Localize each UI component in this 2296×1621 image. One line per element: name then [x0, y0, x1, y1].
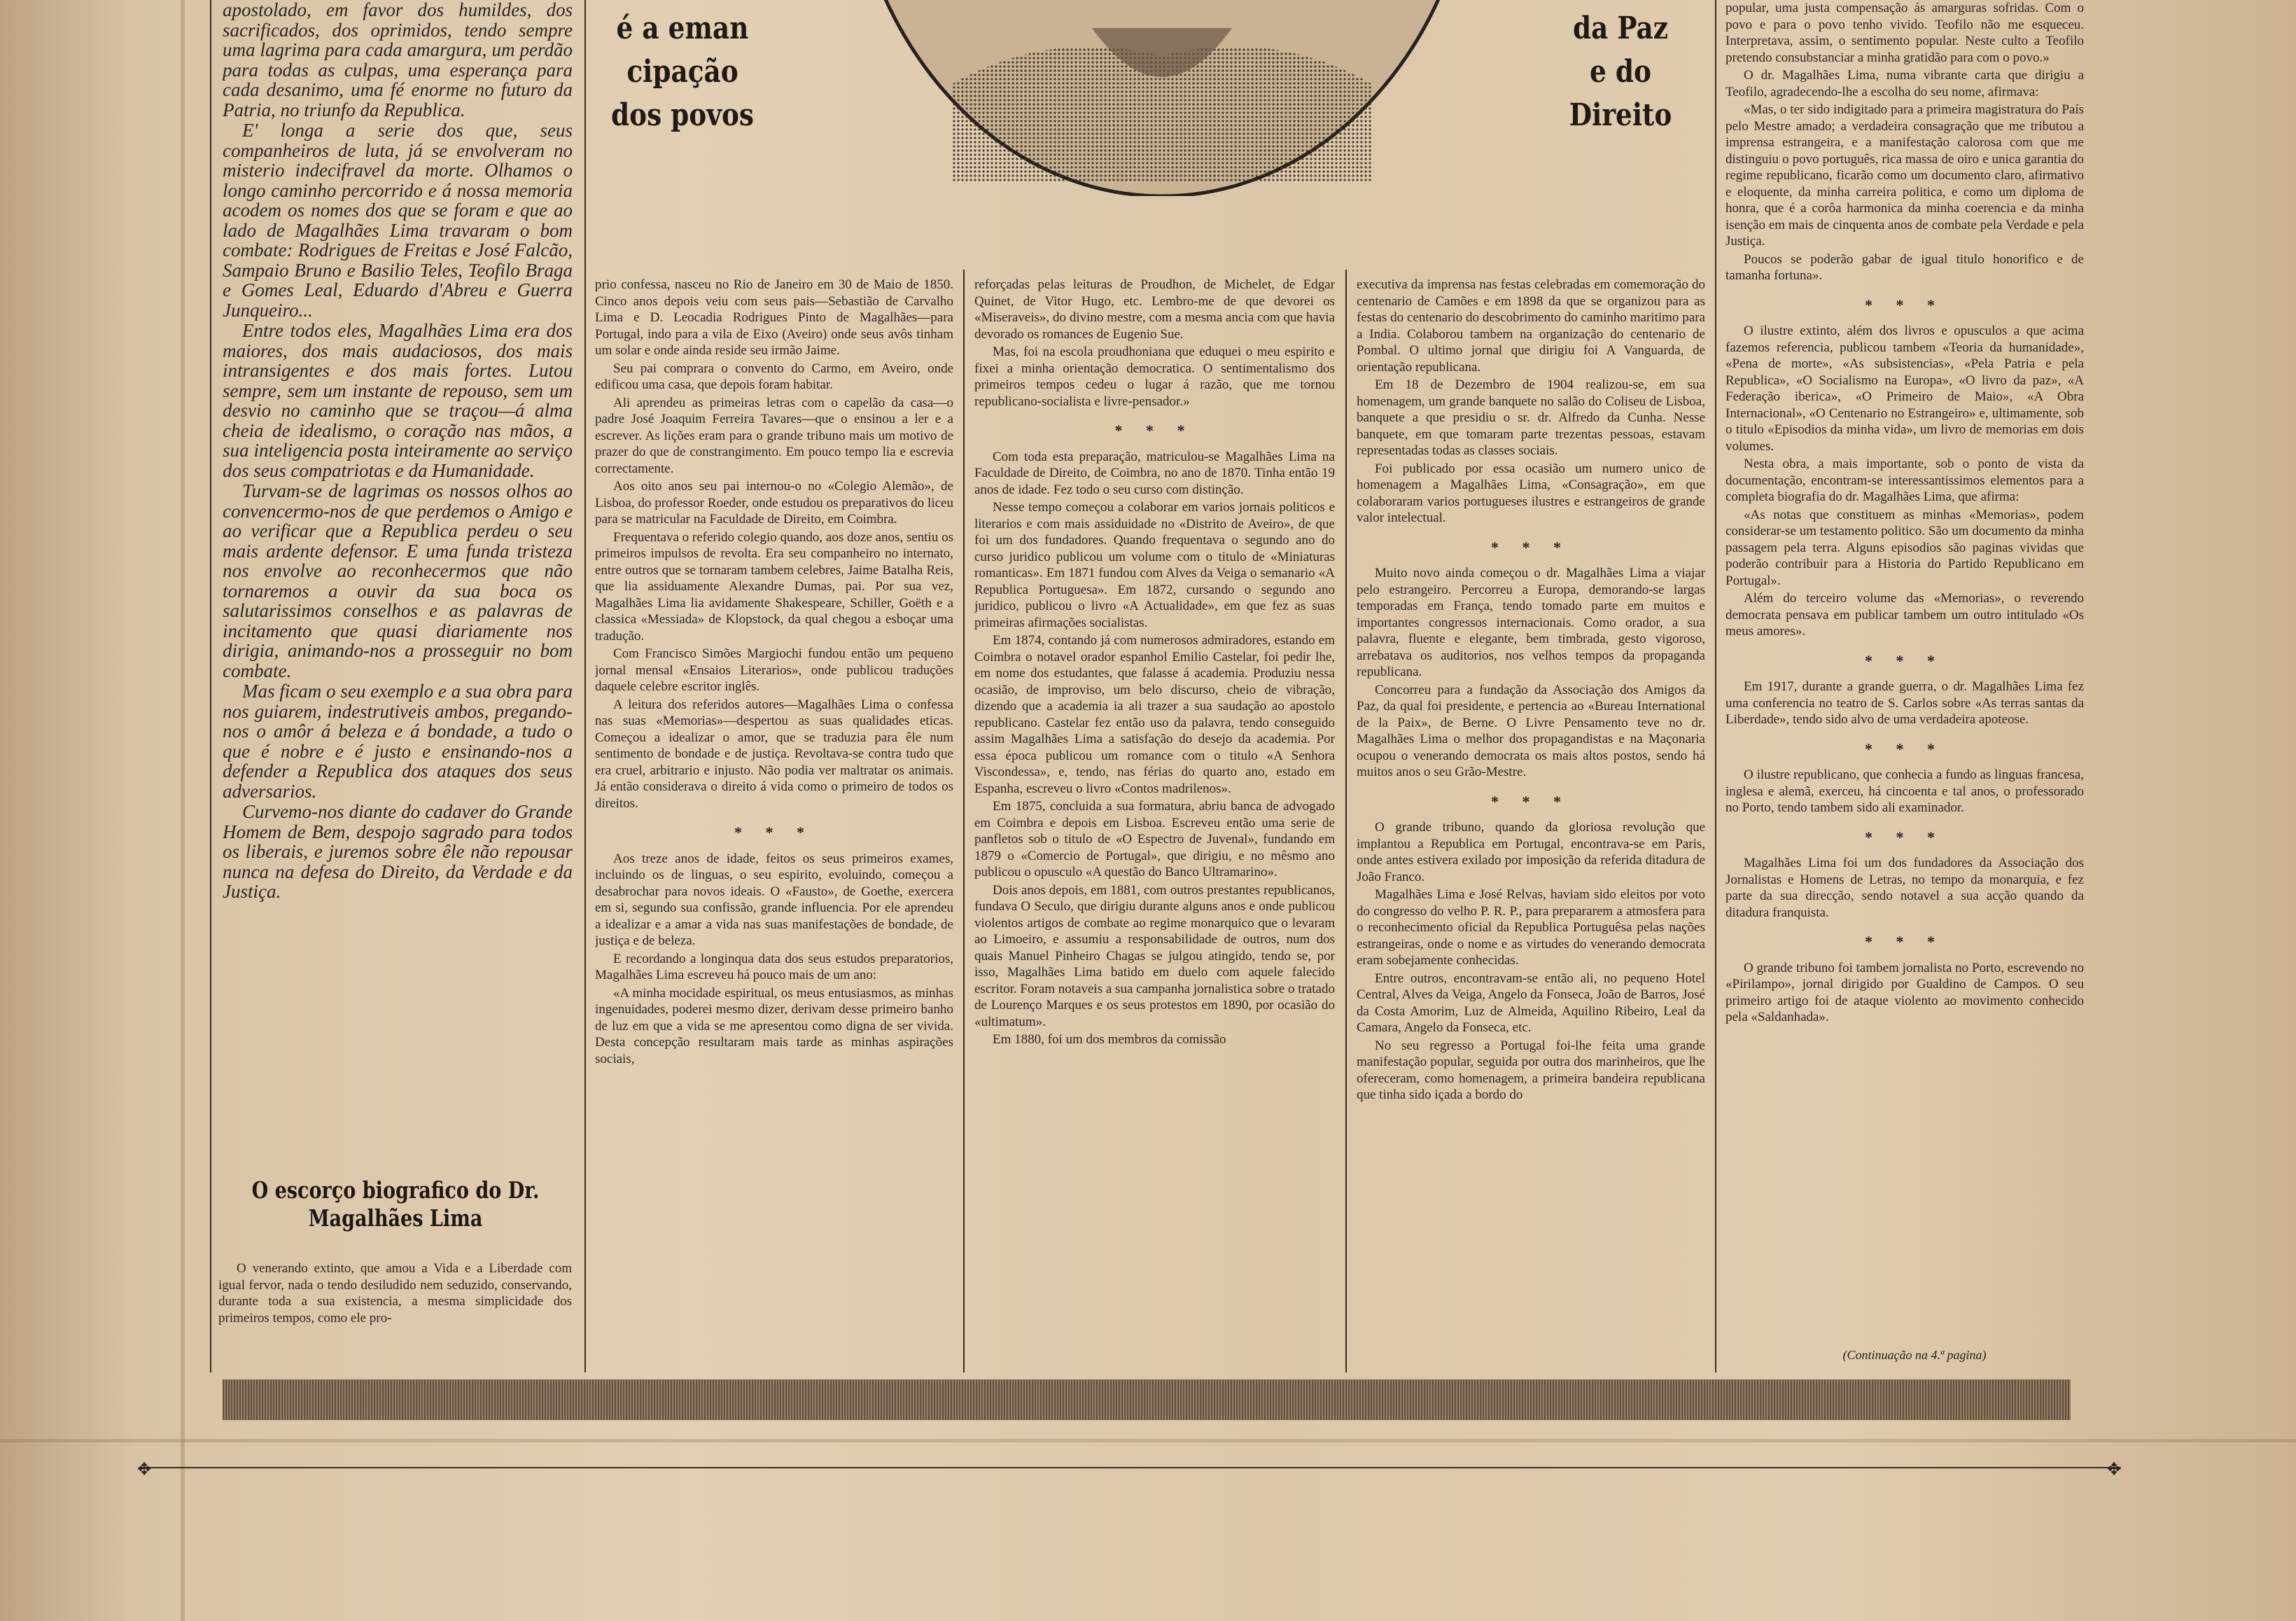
paragraph: «As notas que constituem as minhas «Memorias», podem considerar-se um testamento politico. São um documento da minha passagem pela terra. Alguns episodios são paginas vividas que poderão contribuir para a Historia do Partido Republicano em Portugal». [1726, 507, 2084, 588]
headline-left-line: é a eman [616, 11, 749, 46]
paragraph: Aos oito anos seu pai internou-o no «Colegio Alemão», de Lisboa, do professor Roeder, onde estudou os preparativos do liceu para se matricular na Faculdade de Direito, em Coimbra. [595, 479, 953, 527]
paragraph: Entre todos eles, Magalhães Lima era dos maiores, dos mais audaciosos, dos mais intransigentes e dos mais fortes. Lutou sempre, sem um instante de repouso, sem um desvio no caminho que se traçou—á alma cheia de idealismo, o coração nas mãos, a sua inteligencia posta inteiramente ao serviço dos seus compatriotas e da Humanidade. [223, 320, 573, 481]
paragraph: No seu regresso a Portugal foi-lhe feita uma grande manifestação popular, seguida por outra dos marinheiros, que lhe ofereceram, como homenagem, a primeira bandeira republicana que tinha sido içada a bordo do [1357, 1038, 1705, 1102]
editorial-column [223, 0, 573, 1162]
paragraph: prio confessa, nasceu no Rio de Janeiro em 30 de Maio de 1850. Cinco anos depois veiu com seus pais—Sebastião de Carvalho Lima e D. Leocadia Rodrigues Pinto de Magalhães—para Portugal, indo para a vila de Eixo (Aveiro) onde seus avôs tinham um solar e onde ainda reside seu irmão Jaime. [595, 277, 953, 358]
paragraph: A leitura dos referidos autores—Magalhães Lima o confessa nas suas «Memorias»—despertou as suas qualidades eticas. Começou a idealizar o amor, que se traduzia para êle num sentimento de bondade e de justiça. Revoltava-se contra tudo que era cruel, arbitrario e injusto. Não podia ver maltratar os animais. Já então considerava o direito á vida como o primeiro de todos os direitos. [595, 697, 953, 811]
column-rule [963, 270, 965, 1372]
paragraph: O ilustre extinto, além dos livros e opusculos a que acima fazemos referencia, publicou tambem «Teoria da humanidade», «Pena de morte», «As subsistencias», «Pela Patria e pela Republica», «O Socialismo na Europa», «O livro da paz», «A Federação iberica», «O Primeiro de Maio», «A Obra Internacional», «O Centenario no Estrangeiro» e, ultimamente, sob o titulo «Episodios da minha vida», um livro de memorias em dois volumes. [1726, 323, 2084, 454]
continuation-note: (Continuação na 4.ª pagina) [1842, 1348, 1987, 1362]
paragraph: Poucos se poderão gabar de igual titulo honorifico e de tamanha fortuna». [1726, 251, 2084, 283]
biography-heading: O escorço biografico do Dr. Magalhães Lima [251, 1176, 540, 1232]
biography-column-2 [595, 277, 953, 1369]
portrait-medallion [826, 0, 1498, 196]
paragraph: Mas, foi na escola proudhoniana que eduquei o meu espirito e fixei a minha orientação democratica. O sentimentalismo dos primeiros tempos cedeu o lugar á razão, que me tornou republicano-socialista e livre-pensador.» [974, 345, 1335, 409]
paragraph: reforçadas pelas leituras de Proudhon, de Michelet, de Edgar Quinet, de Vitor Hugo, etc. Lembro-me de que devorei os «Miseraveis», do divino mestre, com a mesma ancia com que havia devorado os romances de Eugenio Sue. [974, 277, 1335, 342]
headline-right-line: e do [1590, 54, 1651, 90]
paragraph: Em 18 de Dezembro de 1904 realizou-se, em sua homenagem, um grande banquete no salão do Coliseu de Lisboa, banquete a que presidiu o sr. dr. Alfredo da Cunha. Nesse banquete, em que tomaram parte trezentas pessoas, estavam representadas todas as classes sociais. [1357, 377, 1705, 458]
paragraph: Em 1880, foi um dos membros da comissão [993, 1032, 1226, 1047]
paragraph: «Mas, o ter sido indigitado para a primeira magistratura do País pelo Mestre amado; a verdadeira consagração que me tributou a imprensa estrangeira, e a manifestação calorosa com que me distinguiu o povo português, rica massa de oiro e unica garantia do regime republicano, ficarão como um documento claro, afirmativo e eloquente, da minha carreira politica, e como um diploma de honra, que é a corôa harmonica da minha coerencia e da minha isenção em mais de cinquenta anos de combate pela Verdade e pela Justiça. [1726, 102, 2084, 249]
headline-right [1552, 7, 1689, 137]
paragraph: Com toda esta preparação, matriculou-se Magalhães Lima na Faculdade de Direito, de Coimbra, no ano de 1870. Tinha então 19 anos de idade. Fez todo o seu curso com distinção. [974, 449, 1335, 497]
paragraph: O grande tribuno foi tambem jornalista no Porto, escrevendo no «Pirilampo», jornal dirigido por Gualdino de Campos. O seu primeiro artigo foi de ataque violento ao movimento conhecido pela «Saldanhada». [1726, 960, 2084, 1024]
section-separator: * * * [1491, 792, 1571, 810]
headline-left-line: dos povos [610, 97, 754, 133]
paragraph: O venerando extinto, que amou a Vida e a Liberdade com igual fervor, nada o tendo desiludido nem seduzido, conservando, durante toda a sua existencia, a mesma simplicidade dos primeiros tempos, como ele pro- [218, 1261, 572, 1326]
ornament-icon: ✥ [2107, 1461, 2122, 1479]
paragraph: E recordando a longinqua data dos seus estudos preparatorios, Magalhães Lima escreveu há pouco mais de um ano: [595, 951, 953, 982]
paragraph: Em 1917, durante a grande guerra, o dr. Magalhães Lima fez uma conferencia no teatro de S. Carlos sobre «As terras santas da Liberdade», tendo sido alvo de uma verdadeira apoteose. [1726, 679, 2084, 727]
section-separator: * * * [1865, 651, 1945, 669]
paragraph: Nesta obra, a mais importante, sob o ponto de vista da documentação, encontram-se interessantissimos elementos para a completa biografia do dr. Magalhães Lima, que afirma: [1726, 457, 2084, 504]
paragraph: Em 1875, concluida a sua formatura, abriu banca de advogado em Coimbra e depois em Lisboa. Escreveu então uma serie de panfletos sob o titulo de «O Espectro de Juvenal», fundando em 1879 o «Comercio de Portugal», que dirigiu, e no mêsmo ano publicou o opusculo «A questão do Banco Ultramarino». [974, 799, 1335, 879]
paragraph: Dois anos depois, em 1881, com outros prestantes republicanos, fundava O Seculo, que dirigiu durante alguns anos e onde publicou violentos artigos de combate ao regime monarquico que o levaram ao Limoeiro, e assumiu a responsabilidade de outros, num dos quais Manuel Pinheiro Chagas se julgou atingido, tendo se, por isso, Magalhães Lima batido em duelo com aquele falecido escritor. Foram notaveis a sua campanha jornalistica sobre o tratado de Lourenço Marques e os seus protestos em 1890, por ocasião do «ultimatum». [974, 882, 1335, 1029]
section-separator: * * * [1865, 933, 1945, 950]
section-separator: * * * [1491, 538, 1571, 556]
biography-column-5 [1726, 0, 2084, 1344]
column-rule [1345, 270, 1347, 1372]
paragraph: Foi publicado por essa ocasião um numero unico de homenagem a Magalhães Lima, «Consagração», em que colaboraram varios portugueses ilustres e estrangeiros de grande valor intelectual. [1357, 461, 1705, 525]
paragraph: Magalhães Lima e José Relvas, haviam sido eleitos por voto do congresso do velho P. R. P., para prepararem a atmosfera para o reconhecimento oficial da Republica Portuguêsa pelas nações estrangeiras, onde o nome e as virtudes do venerando democrata eram sobejamente conhecidas. [1357, 887, 1705, 968]
paragraph: Curvemo-nos diante do cadaver do Grande Homem de Bem, despojo sagrado para todos os liberais, e juremos sobre êle não repousar nunca na defesa do Direito, da Verdade e da Justiça. [223, 801, 573, 902]
column-rule [584, 0, 586, 1372]
paragraph: O ilustre republicano, que conhecia a fundo as linguas francesa, inglesa e alemã, exerceu, há cincoenta e tal anos, o professorado no Porto, tendo tambem sido ali examinador. [1726, 767, 2084, 815]
biography-column-3 [974, 277, 1335, 1369]
biography-intro [218, 1260, 572, 1365]
paragraph: Nesse tempo começou a colaborar em varios jornais politicos e literarios e com mais assiduidade no «Distrito de Aveiro», de que foi um dos fundadores. Quando frequentava o segundo ano do curso juridico publicou um volume com o titulo de «Miniaturas romanticas». Em 1871 fundou com Alves da Veiga o semanario «A Republica Portuguesa». Em 1872, cursando o segundo ano juridico, publicou o livro «A Actualidade», em que fez as suas primeiras afirmações socialistas. [974, 500, 1335, 630]
section-separator: * * * [1865, 295, 1945, 314]
page-fold-bottom [0, 1439, 2296, 1442]
paragraph: Entre outros, encontravam-se então ali, no pequeno Hotel Central, Alves da Veiga, Angelo da Fonseca, João de Barros, José da Costa Amorim, Luz de Almeida, Aquilino Ribeiro, Leal da Camara, Angelo da Fonseca, etc. [1357, 970, 1705, 1035]
paragraph: E' longa a serie dos que, seus companheiros de luta, já se envolveram no misterio indecifravel da morte. Olhamos o longo caminho percorrido e á nossa memoria acodem os nomes dos que se foram e que ao lado de Magalhães Lima travaram o bom combate: Rodrigues de Freitas e José Falcão, Sampaio Bruno e Basilio Teles, Teofilo Braga e Gomes Leal, Eduardo d'Abreu e Guerra Junqueiro... [223, 120, 573, 321]
column-rule [1715, 0, 1716, 1372]
paragraph: Magalhães Lima foi um dos fundadores da Associação dos Jornalistas e Homens de Letras, no tempo da monarquia, e fez parte da sua direcção, sendo notavel a sua acção quando da ditadura franquista. [1726, 856, 2084, 920]
paragraph: «A minha mocidade espiritual, os meus entusiasmos, as minhas ingenuidades, poderei mesmo dizer, derivam desse primeiro banho de luz em que a vida se me apresentou como digna de ser vivida. Desta concepção resultaram mais tarde as minhas aspirações sociais, [595, 985, 953, 1066]
paragraph: Concorreu para a fundação da Associação dos Amigos da Paz, da qual foi presidente, e pertencia ao «Bureau International de la Paix», de Berne. O Livre Pensamento teve no dr. Magalhães Lima o melhor dos propagandistas e na Maçonaria ocupou o venerando democrata os mais altos postos, sendo há muitos anos o seu Grão-Mestre. [1357, 682, 1705, 779]
decorative-border-band [223, 1379, 2071, 1420]
ornamental-rule [140, 1467, 2121, 1468]
paragraph: Mas ficam o seu exemplo e a sua obra para nos guiarem, indestrutiveis ambos, pregando-nos o amôr á beleza e á bondade, a tudo o que é nobre e é justo e ensinando-nos a defender a Republica dos ataques dos seus adversarios. [223, 681, 573, 802]
section-separator: * * * [734, 823, 814, 841]
paragraph: Frequentava o referido colegio quando, aos doze anos, sentiu os primeiros impulsos de revolta. Era seu companheiro no internato, entre outros que se tornaram tambem celebres, Jaime Batalha Reis, que lia assiduamente Alexandre Dumas, pai. Por sua vez, Magalhães Lima lia avidamente Shakespeare, Schiller, Goëth e a classica «Messiada» de Klopstock, da qual chegou a esboçar uma tradução. [595, 529, 953, 643]
section-separator: * * * [1865, 828, 1945, 846]
paragraph: executiva da imprensa nas festas celebradas em comemoração do centenario de Camões e em 1898 da que se organizou para as festas do centenario do descobrimento do caminho maritimo para a India. Colaborou tambem na organização do centenario de Pombal. O ultimo jornal que dirigiu foi A Vanguarda, de orientação republicana. [1357, 277, 1705, 375]
paragraph: Ali aprendeu as primeiras letras com o capelão da casa—o padre José Joaquim Ferreira Tavares—que o ensinou a ler e a escrever. As lições eram para o grande tribuno mais um motivo de prazer do que de constrangimento. Em pouco tempo lia e escrevia correctamente. [595, 395, 953, 476]
paragraph: Além do terceiro volume das «Memorias», o reverendo democrata pensava em publicar tambem um outro intitulado «Os meus amores». [1726, 591, 2084, 639]
paragraph: Com Francisco Simões Margiochi fundou então um pequeno jornal mensal «Ensaios Literarios», onde publicou traduções daquele celebre escritor inglês. [595, 646, 953, 694]
paragraph: Em 1874, contando já com numerosos admiradores, estando em Coimbra o notavel orador espanhol Emilio Castelar, foi pedir lhe, em nome dos estudantes, que falasse á academia. Produziu nessa ocasião, de improviso, um belo discurso, cheio de vibração, dizendo que a academia ia ali trazer a sua saudação ao apostolo republicano. Castelar fez então uso da palavra, tendo conseguido assim Magalhães Lima a satisfação do desejo da academia. Por essa época publicou um romance com o titulo «A Senhora Viscondessa», e, tendo, nas férias do quarto ano, estado em Espanha, escreveu o livro «Contos madrilenos». [974, 633, 1335, 796]
headline-left [608, 7, 757, 137]
ornament-icon: ✥ [137, 1461, 152, 1479]
paragraph: Seu pai comprara o convento do Carmo, em Aveiro, onde edificou uma casa, que depois foram habitar. [595, 361, 953, 392]
headline-right-line: da Paz [1573, 11, 1668, 46]
section-separator: * * * [1865, 739, 1945, 758]
column-rule [210, 0, 211, 1372]
paragraph: O dr. Magalhães Lima, numa vibrante carta que dirigiu a Teofilo, agradecendo-lhe a escolha do seu nome, afirmava: [1726, 68, 2084, 99]
biography-column-4 [1357, 277, 1705, 1369]
section-separator: * * * [1114, 422, 1195, 439]
paragraph: popular, uma justa compensação ás amarguras sofridas. Com o povo e para o povo tenho vivido. Teofilo não me esqueceu. Interpretava, assim, o sentimento popular. Neste culto a Teofilo pretendo consubstanciar a minha gratidão para com o povo.» [1726, 1, 2084, 65]
paragraph: Turvam-se de lagrimas os nossos olhos ao convencermo-nos de que perdemos o Amigo e ao verificar que a Republica perdeu o seu mais ardente defensor. E uma funda tristeza nos envolve ao reconhecermos que não tornaremos a ouvir da sua boca os salutarissimos conselhos e as palavras de incitamento que quasi diariamente nos dirigia, animando-nos a prosseguir no bom combate. [223, 480, 573, 681]
page-fold-left [181, 0, 185, 1621]
headline-right-line: Direito [1569, 97, 1672, 133]
paragraph: Muito novo ainda começou o dr. Magalhães Lima a viajar pelo estrangeiro. Percorreu a Europa, demorando-se largas temporadas em França, tendo tomado parte em muitos e importantes congressos internacionais. Como orador, a sua palavra, fluente e elegante, bem timbrada, gesto vigoroso, arrebatava os auditorios, nos velhos tempos da propaganda republicana. [1357, 566, 1705, 679]
paragraph: apostolado, em favor dos humildes, dos sacrificados, dos oprimidos, tendo sempre uma lagrima para cada amargura, um perdão para todas as culpas, uma esperança para cada desanimo, uma fé enorme no futuro da Patria, no triunfo da Republica. [223, 0, 573, 120]
headline-left-line: cipação [626, 54, 738, 90]
paragraph: Aos treze anos de idade, feitos os seus primeiros exames, incluindo os de linguas, o seu espirito, evoluindo, começou a desabrochar para novos ideais. O «Fausto», de Goethe, exercera em si, segundo sua confissão, grande influencia. Por ele aprendeu a idealizar e a amar a vida nas suas manifestações de bondade, de justiça e de beleza. [595, 851, 953, 948]
paragraph: O grande tribuno, quando da gloriosa revolução que implantou a Republica em Portugal, encontrava-se em Paris, onde antes estivera exilado por imposição da referida ditadura de João Franco. [1357, 820, 1705, 884]
